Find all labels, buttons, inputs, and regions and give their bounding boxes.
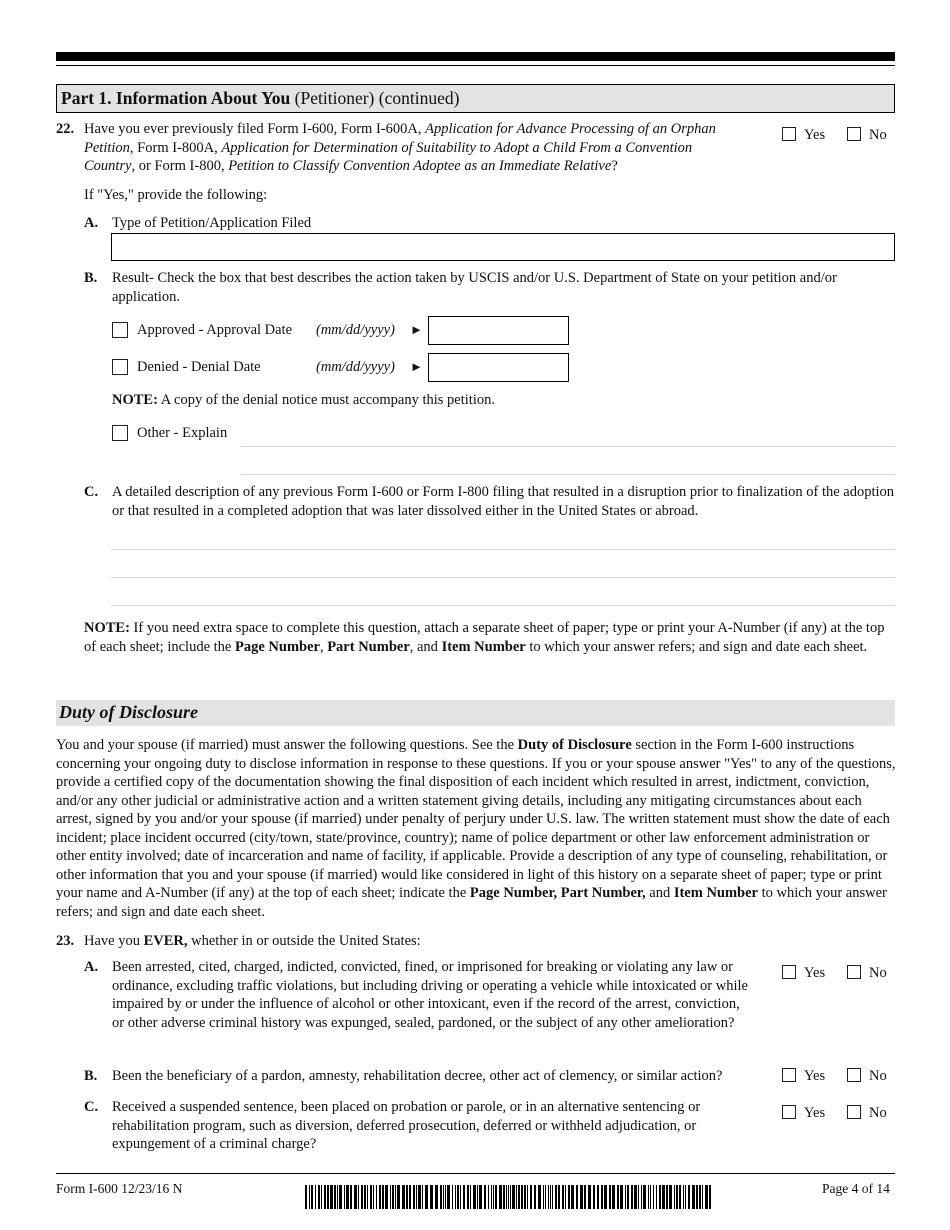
q22-no-label: No <box>869 127 887 143</box>
result-instructions: Result- Check the box that best describes the action taken by USCIS and/or U.S. Department of State on your petition and/or application. <box>112 270 837 305</box>
part-header <box>56 84 895 113</box>
extra-space-note: NOTE: If you need extra space to complete this question, attach a separate sheet of paper; type or print your A-Number (if any) at the top of each sheet; include the Page Number, Part Number, and Item Number to which your answer refers; and sign and date each sheet. <box>84 620 885 655</box>
barcode <box>305 1185 712 1209</box>
q22-yes-checkbox[interactable] <box>782 127 796 147</box>
denied-label: Denied - Denial Date <box>137 359 261 375</box>
denial-date-field[interactable] <box>428 353 569 382</box>
q23a-no-label: No <box>869 965 887 981</box>
q23b-no-checkbox[interactable] <box>847 1068 861 1088</box>
q23c-yes-label: Yes <box>804 1105 826 1121</box>
approved-date-format: (mm/dd/yyyy) <box>316 322 395 338</box>
q23c-no-label: No <box>869 1105 887 1121</box>
other-checkbox[interactable] <box>112 425 128 447</box>
petition-type-label: Type of Petition/Application Filed <box>112 215 312 231</box>
duty-of-disclosure-header <box>56 700 895 726</box>
q23-a-letter: A. <box>84 959 99 975</box>
description-line-3[interactable] <box>111 605 895 606</box>
q23-c-text: Received a suspended sentence, been placed on probation or parole, or in an alternative sentencing or rehabilitation program, such as diversion, deferred prosecution, deferred or withheld adjudication, or expungement of a criminal charge? <box>112 1099 701 1152</box>
q22-no-checkbox[interactable] <box>847 127 861 147</box>
q23-a-text: Been arrested, cited, charged, indicted, convicted, fined, or imprisoned for breaking or violating any law or ordinance, excluding traffic violations, but including driving or operating a vehicle while intoxicated or while impaired by or under the influence of alcohol or other intoxicant, even if the record of the arrest, conviction, or other adverse criminal history was expunged, sealed, pardoned, or the subject of any other amelioration? <box>112 959 748 1031</box>
q22-a-letter: A. <box>84 215 99 231</box>
other-explain-line-1[interactable] <box>241 446 895 447</box>
approved-label: Approved - Approval Date <box>137 322 293 338</box>
question-number-22: 22. <box>56 121 75 137</box>
denied-checkbox[interactable] <box>112 359 128 381</box>
q22-b-letter: B. <box>84 270 98 286</box>
footer-rule <box>56 1173 895 1174</box>
q23-c-letter: C. <box>84 1099 99 1115</box>
q23c-yes-checkbox[interactable] <box>782 1105 796 1125</box>
petition-type-field[interactable] <box>111 233 895 261</box>
q23a-no-checkbox[interactable] <box>847 965 861 985</box>
approved-arrow-icon: ► <box>410 322 423 337</box>
top-rule-thick <box>56 52 895 61</box>
q23b-yes-label: Yes <box>804 1068 826 1084</box>
denial-note: NOTE: A copy of the denial notice must accompany this petition. <box>112 392 495 408</box>
q23-b-text: Been the beneficiary of a pardon, amnesty, rehabilitation decree, other act of clemency, or similar action? <box>112 1068 723 1084</box>
page-number: Page 4 of 14 <box>822 1181 890 1196</box>
q23a-yes-checkbox[interactable] <box>782 965 796 985</box>
q23c-no-checkbox[interactable] <box>847 1105 861 1125</box>
question-22-text: Have you ever previously filed Form I-600, Form I-600A, Application for Advance Processing of an Orphan Petition, Form I-800A, Application for Determination of Suitability to Adopt a Child From a Convention Country, or Form I-800, Petition to Classify Convention Adoptee as an Immediate Relative? <box>84 121 716 174</box>
form-identifier: Form I-600 12/23/16 N <box>56 1181 183 1196</box>
other-explain-line-2[interactable] <box>241 474 895 475</box>
disruption-description-prompt: A detailed description of any previous Form I-600 or Form I-800 filing that resulted in a disruption prior to finalization of the adoption or that resulted in a completed adoption that was later dissolved either in the United States or abroad. <box>112 484 895 519</box>
q22-yes-label: Yes <box>804 127 826 143</box>
if-yes-text: If "Yes," provide the following: <box>84 187 268 203</box>
question-23-text: Have you EVER, whether in or outside the United States: <box>84 933 421 949</box>
description-line-1[interactable] <box>111 549 895 550</box>
q23-b-letter: B. <box>84 1068 98 1084</box>
duty-of-disclosure-text: You and your spouse (if married) must answer the following questions. See the Duty of Disclosure section in the Form I-600 instructions concerning your ongoing duty to disclose information in response to these questions. If you or your spouse answer "Yes" to any of the questions, provide a certified copy of the documentation showing the final disposition of each incident which resulted in arrest, indictment, conviction, and/or any other judicial or administrative action and a written statement giving details, including any mitigating circumstances about each arrest, signed by you and/or your spouse (if married) under penalty of perjury under U.S. law. The written statement must show the date of each incident; place incident occurred (city/town, state/province, country); name of police department or other law enforcement administration or other entity involved; date of incarceration and name of facility, if applicable. Provide a description of any type of counseling, rehabilitation, or other information that you and your spouse (if married) would like considered in light of this history on a separate sheet of paper; type or print your name and A-Number (if any) at the top of each sheet; indicate the Page Number, Part Number, and Item Number to which your answer refers; and sign and date each sheet. <box>56 737 896 920</box>
q23b-no-label: No <box>869 1068 887 1084</box>
part-header-text: Part 1. Information About You (Petitioner) (continued) <box>61 88 460 108</box>
approved-checkbox[interactable] <box>112 322 128 344</box>
denied-date-format: (mm/dd/yyyy) <box>316 359 395 375</box>
q22-c-letter: C. <box>84 484 99 500</box>
description-line-2[interactable] <box>111 577 895 578</box>
approval-date-field[interactable] <box>428 316 569 345</box>
q23b-yes-checkbox[interactable] <box>782 1068 796 1088</box>
q23a-yes-label: Yes <box>804 965 826 981</box>
duty-of-disclosure-title: Duty of Disclosure <box>59 702 198 722</box>
denied-arrow-icon: ► <box>410 359 423 374</box>
top-rule-thin <box>56 65 895 66</box>
other-label: Other - Explain <box>137 425 228 441</box>
question-number-23: 23. <box>56 933 75 949</box>
